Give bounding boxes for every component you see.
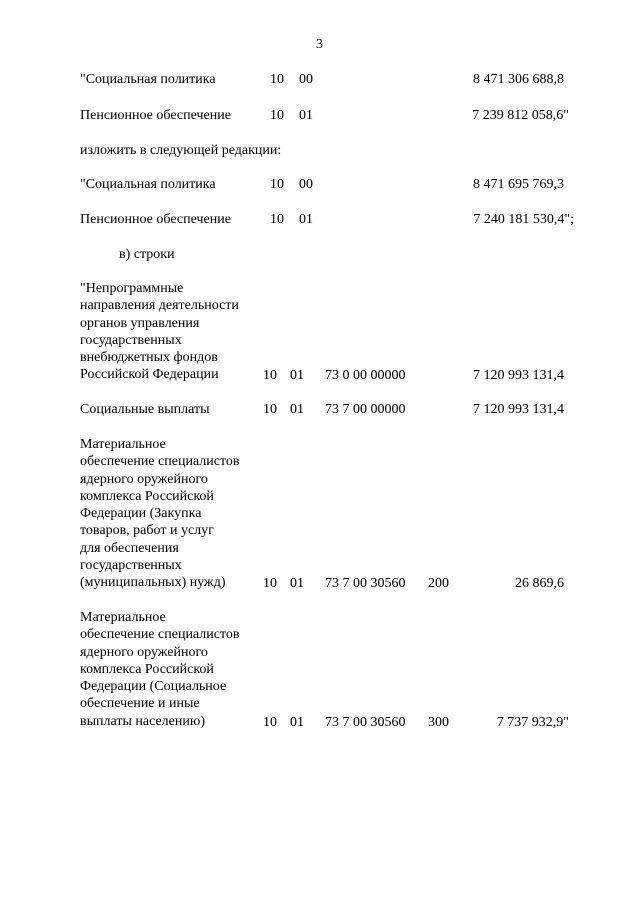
row-amount: 7 240 181 530,4"; [473, 212, 574, 227]
row-csr: 73 7 00 30560 [325, 715, 406, 730]
row-pr: 01 [290, 368, 304, 383]
row-rz: 10 [270, 212, 284, 227]
row-pr: 01 [290, 576, 304, 591]
row-amount: 8 471 306 688,8 [473, 72, 564, 87]
row-csr: 73 7 00 30560 [325, 576, 406, 591]
row-pr: 00 [299, 72, 313, 87]
row-pr: 00 [299, 177, 313, 192]
row-vr: 300 [428, 715, 449, 730]
row-pr: 01 [299, 108, 313, 123]
row-pr: 01 [299, 212, 313, 227]
row-rz: 10 [270, 177, 284, 192]
row-name: "Непрограммные направления деятельности органов управления государственных внебюджетных фондов Российской Федерации [80, 281, 239, 383]
row-amount: 7 239 812 058,6" [472, 108, 569, 123]
row-name: "Социальная политика [80, 72, 216, 87]
row-pr: 01 [290, 402, 304, 417]
row-amount: 8 471 695 769,3 [473, 177, 564, 192]
replace-phrase: изложить в следующей редакции: [80, 143, 282, 158]
row-name: Материальное обеспечение специалистов ядерного оружейного комплекса Российской Федерации (Социальное обеспечение и иные выплаты населению) [80, 610, 240, 729]
row-rz: 10 [263, 402, 277, 417]
row-rz: 10 [270, 108, 284, 123]
row-rz: 10 [263, 715, 277, 730]
row-name: Социальные выплаты [80, 402, 210, 417]
row-rz: 10 [263, 576, 277, 591]
row-name: "Социальная политика [80, 177, 216, 192]
row-name: Пенсионное обеспечение [80, 212, 231, 227]
row-pr: 01 [290, 715, 304, 730]
sub-heading: в) строки [119, 247, 175, 262]
row-amount: 7 120 993 131,4 [473, 402, 564, 417]
row-vr: 200 [428, 576, 449, 591]
row-name: Пенсионное обеспечение [80, 108, 231, 123]
row-rz: 10 [270, 72, 284, 87]
row-csr: 73 7 00 00000 [325, 402, 406, 417]
row-amount: 7 737 932,9" [496, 715, 569, 730]
row-name: Материальное обеспечение специалистов ядерного оружейного комплекса Российской Федерации (Закупка товаров, работ и услуг для обеспечения государственных (муниципальных) нужд) [80, 437, 240, 591]
row-amount: 7 120 993 131,4 [473, 368, 564, 383]
page-number: 3 [316, 37, 323, 52]
row-rz: 10 [263, 368, 277, 383]
row-amount: 26 869,6 [515, 576, 564, 591]
row-csr: 73 0 00 00000 [325, 368, 406, 383]
